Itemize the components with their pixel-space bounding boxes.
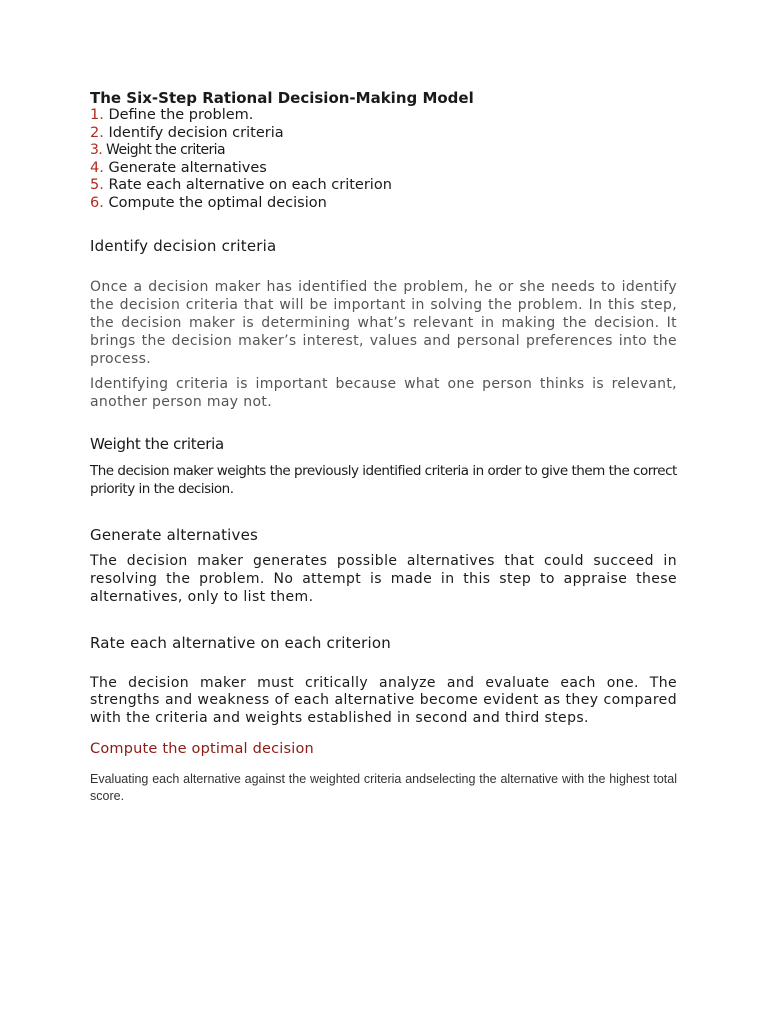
- step-item: [90, 195, 677, 213]
- step-number: 4.: [90, 159, 104, 176]
- step-item: [90, 125, 677, 143]
- step-number: 2.: [90, 124, 104, 141]
- step-item: [90, 160, 677, 178]
- section-heading: Compute the optimal decision: [90, 741, 314, 758]
- step-item: [90, 177, 677, 195]
- section-paragraph: Evaluating each alternative against the weighted criteria andselecting the alternative with the highest total score.: [90, 772, 677, 803]
- step-text: Weight the criteria: [106, 142, 225, 159]
- section-compute-decision: [90, 741, 677, 804]
- step-text: Define the problem.: [108, 107, 254, 123]
- step-text: Compute the optimal decision: [108, 194, 327, 211]
- step-number: 1.: [90, 107, 104, 123]
- step-number: 3.: [90, 142, 103, 159]
- section-paragraph: Once a decision maker has identified the problem, he or she needs to identify the decision criteria that will be important in solving the problem. In this step, the decision maker is determining what’s relevant in making the decision. It brings the decision maker’s interest, values and personal preferences into the process.: [90, 278, 677, 367]
- section-paragraph: The decision maker weights the previously identified criteria in order to give them the correct priority in the decision.: [90, 462, 677, 497]
- step-item: [90, 142, 677, 160]
- step-number: 5.: [90, 177, 104, 194]
- section-paragraph: The decision maker generates possible alternatives that could succeed in resolving the problem. No attempt is made in this step to appraise these alternatives, only to list them.: [90, 552, 677, 605]
- step-item: [90, 107, 677, 125]
- section-weight-criteria: [90, 435, 677, 498]
- steps-list: [90, 107, 677, 213]
- section-paragraph: The decision maker must critically analyze and evaluate each one. The strengths and weakness of each alternative become evident as they compared with the criteria and weights established in second and third steps.: [90, 674, 677, 726]
- step-number: 6.: [90, 194, 104, 211]
- section-paragraph: Identifying criteria is important because what one person thinks is relevant, another person may not.: [90, 375, 677, 410]
- section-identify-criteria: [90, 237, 677, 411]
- step-text: Identify decision criteria: [108, 124, 284, 141]
- section-generate-alternatives: [90, 526, 677, 606]
- step-text: Rate each alternative on each criterion: [108, 177, 392, 194]
- section-heading: Rate each alternative on each criterion: [90, 633, 392, 652]
- document-title: The Six-Step Rational Decision-Making Model: [90, 89, 474, 107]
- section-heading: Generate alternatives: [90, 525, 259, 544]
- step-text: Generate alternatives: [108, 159, 267, 176]
- document-content: [90, 89, 677, 804]
- section-rate-alternatives: [90, 634, 677, 728]
- section-heading: Identify decision criteria: [90, 236, 277, 255]
- section-heading: Weight the criteria: [90, 434, 224, 453]
